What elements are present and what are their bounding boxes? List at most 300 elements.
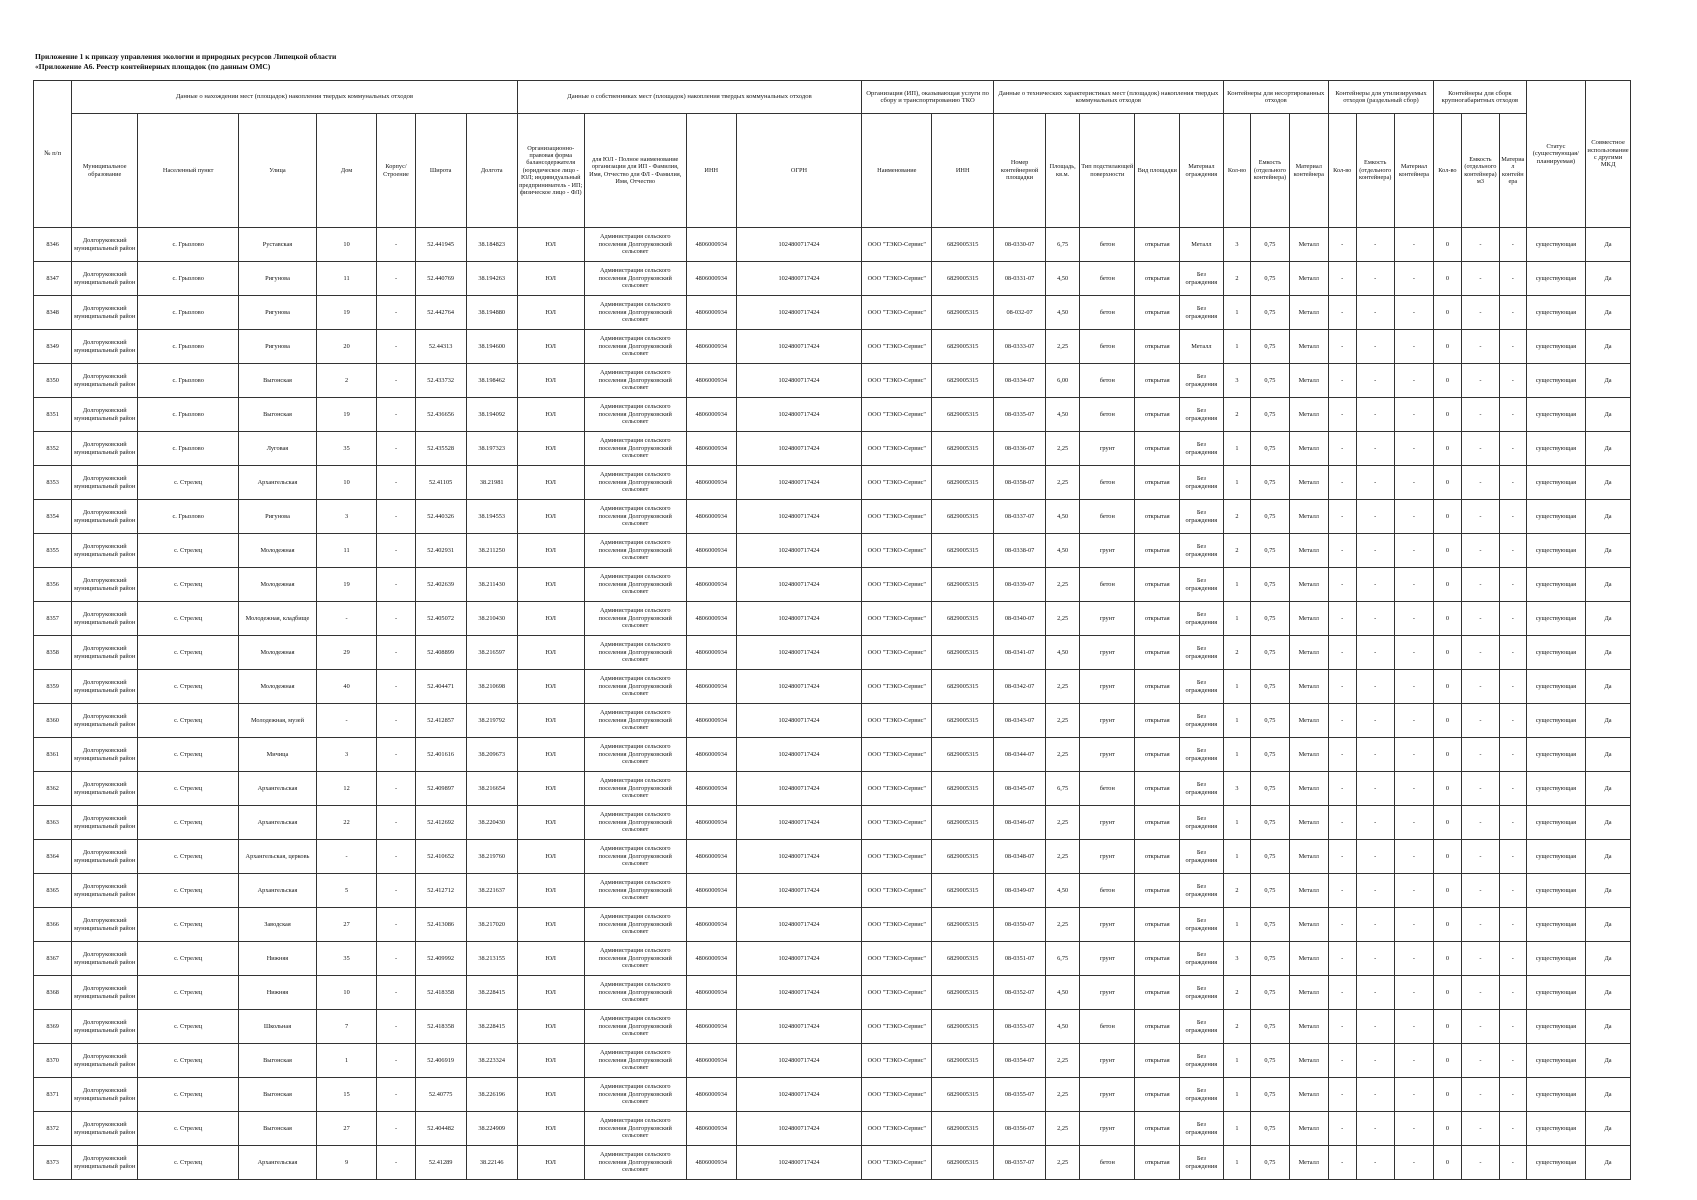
table-cell: - bbox=[1356, 670, 1394, 704]
table-cell: 2,25 bbox=[1046, 568, 1080, 602]
table-cell: 6829005315 bbox=[932, 704, 994, 738]
table-cell: ООО "ТЭКО-Сервис" bbox=[862, 398, 932, 432]
table-cell: ЮЛ bbox=[517, 1112, 584, 1146]
table-cell: 52.435528 bbox=[415, 432, 466, 466]
table-cell: 8367 bbox=[34, 942, 72, 976]
table-cell: Долгоруковский муниципальный район bbox=[72, 1078, 138, 1112]
table-cell: с. Стрелец bbox=[138, 976, 239, 1010]
table-cell: Администрация сельского поселения Долгоруковский сельсовет bbox=[584, 840, 686, 874]
table-cell: 8355 bbox=[34, 534, 72, 568]
table-cell: Без ограждения bbox=[1180, 840, 1224, 874]
table-cell: 6829005315 bbox=[932, 636, 994, 670]
table-row bbox=[34, 704, 1631, 738]
table-cell: с. Стрелец bbox=[138, 670, 239, 704]
table-cell: существующая bbox=[1526, 772, 1586, 806]
table-cell: Да bbox=[1586, 602, 1631, 636]
table-cell: - bbox=[1500, 364, 1527, 398]
table-cell: 38.197323 bbox=[466, 432, 517, 466]
table-cell: 38.194880 bbox=[466, 296, 517, 330]
header-status: Статус (существующая/ планируемая) bbox=[1526, 81, 1586, 228]
table-cell: - bbox=[377, 500, 415, 534]
table-cell: 1 bbox=[1223, 1146, 1251, 1180]
table-cell: с. Стрелец bbox=[138, 602, 239, 636]
table-cell: Администрация сельского поселения Долгоруковский сельсовет bbox=[584, 976, 686, 1010]
table-cell: бетон bbox=[1080, 772, 1135, 806]
header-col: Кол-во bbox=[1434, 114, 1462, 228]
table-cell: - bbox=[1394, 262, 1433, 296]
table-cell: 19 bbox=[316, 568, 377, 602]
table-cell: - bbox=[1500, 704, 1527, 738]
table-cell: - bbox=[377, 1112, 415, 1146]
table-cell: Без ограждения bbox=[1180, 874, 1224, 908]
table-cell: - bbox=[1356, 262, 1394, 296]
table-cell: 6829005315 bbox=[932, 670, 994, 704]
table-cell: 8361 bbox=[34, 738, 72, 772]
table-cell: ЮЛ bbox=[517, 262, 584, 296]
table-cell: 4806000934 bbox=[686, 364, 736, 398]
table-cell: открытая bbox=[1135, 466, 1180, 500]
table-cell: Нижняя bbox=[239, 976, 317, 1010]
table-cell: - bbox=[1328, 772, 1356, 806]
table-cell: 4806000934 bbox=[686, 568, 736, 602]
table-row bbox=[34, 636, 1631, 670]
table-cell: Молодежная, кладбище bbox=[239, 602, 317, 636]
table-cell: ООО "ТЭКО-Сервис" bbox=[862, 840, 932, 874]
table-row bbox=[34, 534, 1631, 568]
table-cell: 0,75 bbox=[1251, 602, 1289, 636]
table-cell: ЮЛ bbox=[517, 840, 584, 874]
table-cell: 1024800717424 bbox=[736, 364, 861, 398]
table-cell: 4806000934 bbox=[686, 398, 736, 432]
table-cell: - bbox=[1356, 568, 1394, 602]
table-cell: - bbox=[1328, 500, 1356, 534]
table-cell: 1 bbox=[1223, 1044, 1251, 1078]
table-cell: Долгоруковский муниципальный район bbox=[72, 296, 138, 330]
table-cell: - bbox=[1461, 1010, 1499, 1044]
table-cell: - bbox=[377, 806, 415, 840]
table-cell: открытая bbox=[1135, 534, 1180, 568]
table-cell: 08-0350-07 bbox=[994, 908, 1046, 942]
table-row bbox=[34, 1044, 1631, 1078]
table-cell: 52.412857 bbox=[415, 704, 466, 738]
table-cell: Да bbox=[1586, 500, 1631, 534]
table-cell: Металл bbox=[1289, 976, 1328, 1010]
table-cell: - bbox=[1356, 772, 1394, 806]
table-cell: - bbox=[1328, 1078, 1356, 1112]
table-cell: 6829005315 bbox=[932, 806, 994, 840]
table-cell: 2 bbox=[1223, 500, 1251, 534]
header-col: Улица bbox=[239, 114, 317, 228]
table-cell: 1024800717424 bbox=[736, 568, 861, 602]
table-cell: ООО "ТЭКО-Сервис" bbox=[862, 1112, 932, 1146]
table-cell: Администрация сельского поселения Долгоруковский сельсовет bbox=[584, 228, 686, 262]
table-cell: с. Стрелец bbox=[138, 1146, 239, 1180]
table-row bbox=[34, 602, 1631, 636]
table-cell: 1024800717424 bbox=[736, 1044, 861, 1078]
table-cell: 2,25 bbox=[1046, 806, 1080, 840]
table-cell: - bbox=[1461, 364, 1499, 398]
table-cell: с. Стрелец bbox=[138, 1112, 239, 1146]
table-cell: - bbox=[1394, 296, 1433, 330]
table-cell: - bbox=[1500, 942, 1527, 976]
table-cell: 08-0331-07 bbox=[994, 262, 1046, 296]
table-row bbox=[34, 874, 1631, 908]
table-cell: - bbox=[1328, 976, 1356, 1010]
table-cell: существующая bbox=[1526, 466, 1586, 500]
table-cell: 08-0349-07 bbox=[994, 874, 1046, 908]
table-cell: 35 bbox=[316, 942, 377, 976]
table-cell: - bbox=[1461, 840, 1499, 874]
table-cell: - bbox=[1328, 1112, 1356, 1146]
table-cell: - bbox=[1394, 1078, 1433, 1112]
table-cell: - bbox=[316, 602, 377, 636]
table-cell: 52.409897 bbox=[415, 772, 466, 806]
table-cell: 6829005315 bbox=[932, 534, 994, 568]
table-cell: 08-0346-07 bbox=[994, 806, 1046, 840]
table-cell: ООО "ТЭКО-Сервис" bbox=[862, 1010, 932, 1044]
table-row bbox=[34, 1146, 1631, 1180]
table-cell: 4,50 bbox=[1046, 874, 1080, 908]
table-cell: 10 bbox=[316, 228, 377, 262]
table-cell: 0 bbox=[1434, 296, 1462, 330]
table-cell: Администрация сельского поселения Долгоруковский сельсовет bbox=[584, 1078, 686, 1112]
table-cell: Без ограждения bbox=[1180, 1078, 1224, 1112]
table-cell: 8346 bbox=[34, 228, 72, 262]
table-cell: - bbox=[1461, 636, 1499, 670]
table-cell: - bbox=[1356, 704, 1394, 738]
table-cell: - bbox=[1394, 908, 1433, 942]
table-cell: 6829005315 bbox=[932, 1078, 994, 1112]
table-cell: - bbox=[377, 262, 415, 296]
table-cell: - bbox=[1394, 1112, 1433, 1146]
table-cell: 0,75 bbox=[1251, 976, 1289, 1010]
header-col: Материал контейнера bbox=[1394, 114, 1433, 228]
table-cell: Выгонская bbox=[239, 1112, 317, 1146]
table-cell: 0 bbox=[1434, 534, 1462, 568]
table-cell: ЮЛ bbox=[517, 636, 584, 670]
table-cell: 6829005315 bbox=[932, 262, 994, 296]
header-col: Материал контейнера bbox=[1289, 114, 1328, 228]
table-cell: Архангельская bbox=[239, 1146, 317, 1180]
table-cell: - bbox=[1356, 534, 1394, 568]
table-cell: ЮЛ bbox=[517, 1044, 584, 1078]
table-cell: 1024800717424 bbox=[736, 942, 861, 976]
table-cell: 6829005315 bbox=[932, 1146, 994, 1180]
table-cell: 52.442764 bbox=[415, 296, 466, 330]
table-cell: существующая bbox=[1526, 874, 1586, 908]
table-cell: 52.402931 bbox=[415, 534, 466, 568]
header-col: Дом bbox=[316, 114, 377, 228]
table-cell: - bbox=[1356, 228, 1394, 262]
table-cell: Долгоруковский муниципальный район bbox=[72, 976, 138, 1010]
table-cell: открытая bbox=[1135, 636, 1180, 670]
table-cell: Да bbox=[1586, 806, 1631, 840]
table-cell: 52.436656 bbox=[415, 398, 466, 432]
table-row bbox=[34, 568, 1631, 602]
table-cell: 52.404471 bbox=[415, 670, 466, 704]
table-cell: - bbox=[377, 942, 415, 976]
table-cell: 8373 bbox=[34, 1146, 72, 1180]
table-cell: - bbox=[1328, 738, 1356, 772]
table-cell: - bbox=[316, 704, 377, 738]
table-cell: - bbox=[1394, 1044, 1433, 1078]
table-cell: 3 bbox=[1223, 942, 1251, 976]
table-cell: 27 bbox=[316, 908, 377, 942]
table-cell: 8349 bbox=[34, 330, 72, 364]
table-cell: 6829005315 bbox=[932, 398, 994, 432]
table-row bbox=[34, 772, 1631, 806]
table-cell: ЮЛ bbox=[517, 432, 584, 466]
table-cell: 08-0343-07 bbox=[994, 704, 1046, 738]
table-cell: 0 bbox=[1434, 670, 1462, 704]
table-cell: Без ограждения bbox=[1180, 398, 1224, 432]
table-cell: 0,75 bbox=[1251, 1044, 1289, 1078]
table-cell: открытая bbox=[1135, 738, 1180, 772]
table-cell: бетон bbox=[1080, 568, 1135, 602]
table-cell: - bbox=[1394, 738, 1433, 772]
table-cell: с. Грызлово bbox=[138, 432, 239, 466]
table-cell: ЮЛ bbox=[517, 942, 584, 976]
table-cell: Луговая bbox=[239, 432, 317, 466]
table-cell: с. Стрелец bbox=[138, 840, 239, 874]
table-cell: 4,50 bbox=[1046, 500, 1080, 534]
table-cell: с. Стрелец bbox=[138, 908, 239, 942]
table-cell: ЮЛ bbox=[517, 1078, 584, 1112]
table-cell: 4806000934 bbox=[686, 534, 736, 568]
table-cell: - bbox=[1356, 330, 1394, 364]
table-cell: 0,75 bbox=[1251, 432, 1289, 466]
table-cell: - bbox=[1500, 398, 1527, 432]
table-cell: 0,75 bbox=[1251, 228, 1289, 262]
table-cell: Да bbox=[1586, 1112, 1631, 1146]
table-cell: - bbox=[377, 602, 415, 636]
table-cell: Металл bbox=[1289, 942, 1328, 976]
table-cell: Да bbox=[1586, 840, 1631, 874]
table-cell: с. Стрелец bbox=[138, 942, 239, 976]
table-cell: - bbox=[1328, 568, 1356, 602]
table-cell: Администрация сельского поселения Долгоруковский сельсовет bbox=[584, 1010, 686, 1044]
table-cell: 1 bbox=[1223, 806, 1251, 840]
table-cell: 4806000934 bbox=[686, 500, 736, 534]
table-cell: 11 bbox=[316, 262, 377, 296]
table-cell: 6829005315 bbox=[932, 738, 994, 772]
table-cell: 0 bbox=[1434, 1010, 1462, 1044]
table-cell: 38.217020 bbox=[466, 908, 517, 942]
table-cell: 2 bbox=[1223, 636, 1251, 670]
table-cell: с. Стрелец bbox=[138, 466, 239, 500]
table-cell: 0 bbox=[1434, 330, 1462, 364]
table-cell: существующая bbox=[1526, 398, 1586, 432]
table-cell: - bbox=[1500, 772, 1527, 806]
table-cell: 4806000934 bbox=[686, 738, 736, 772]
table-cell: - bbox=[1394, 636, 1433, 670]
table-cell: Администрация сельского поселения Долгоруковский сельсовет bbox=[584, 534, 686, 568]
table-cell: 8362 bbox=[34, 772, 72, 806]
table-cell: - bbox=[1328, 1044, 1356, 1078]
table-cell: Руставская bbox=[239, 228, 317, 262]
table-cell: 3 bbox=[1223, 772, 1251, 806]
table-cell: Администрация сельского поселения Долгоруковский сельсовет bbox=[584, 1146, 686, 1180]
table-cell: 8368 bbox=[34, 976, 72, 1010]
table-cell: 52.433732 bbox=[415, 364, 466, 398]
header-group-bulky: Контейнеры для сборк крупногабаритных отходов bbox=[1434, 81, 1526, 114]
table-row bbox=[34, 908, 1631, 942]
table-cell: 0,75 bbox=[1251, 1010, 1289, 1044]
table-cell: 38.22146 bbox=[466, 1146, 517, 1180]
table-cell: 2 bbox=[1223, 976, 1251, 1010]
table-cell: с. Стрелец bbox=[138, 1010, 239, 1044]
table-cell: Долгоруковский муниципальный район bbox=[72, 636, 138, 670]
table-cell: 6829005315 bbox=[932, 1112, 994, 1146]
table-cell: 0,75 bbox=[1251, 262, 1289, 296]
table-cell: - bbox=[1356, 1010, 1394, 1044]
table-cell: - bbox=[1394, 874, 1433, 908]
table-cell: Долгоруковский муниципальный район bbox=[72, 398, 138, 432]
table-cell: - bbox=[1328, 364, 1356, 398]
table-cell: - bbox=[1328, 806, 1356, 840]
table-cell: с. Стрелец bbox=[138, 568, 239, 602]
table-cell: 38.194553 bbox=[466, 500, 517, 534]
table-cell: - bbox=[1356, 908, 1394, 942]
table-cell: - bbox=[1500, 1010, 1527, 1044]
table-cell: 40 bbox=[316, 670, 377, 704]
table-cell: 8357 bbox=[34, 602, 72, 636]
table-cell: ЮЛ bbox=[517, 228, 584, 262]
table-cell: 4,50 bbox=[1046, 398, 1080, 432]
header-col: ИНН bbox=[932, 114, 994, 228]
table-cell: Долгоруковский муниципальный район bbox=[72, 772, 138, 806]
table-cell: открытая bbox=[1135, 296, 1180, 330]
table-cell: Выгонская bbox=[239, 398, 317, 432]
table-cell: 6,00 bbox=[1046, 364, 1080, 398]
table-cell: существующая bbox=[1526, 704, 1586, 738]
table-cell: 6,75 bbox=[1046, 228, 1080, 262]
table-cell: Ригунова bbox=[239, 296, 317, 330]
table-cell: ЮЛ bbox=[517, 534, 584, 568]
header-row-columns bbox=[34, 114, 1631, 228]
table-cell: открытая bbox=[1135, 364, 1180, 398]
table-cell: - bbox=[1356, 806, 1394, 840]
table-cell: 08-0356-07 bbox=[994, 1112, 1046, 1146]
table-cell: 52.40775 bbox=[415, 1078, 466, 1112]
table-cell: 0 bbox=[1434, 500, 1462, 534]
caption-line-1: Приложение 1 к приказу управления экологии и природных ресурсов Липецкой области bbox=[35, 52, 337, 61]
table-row bbox=[34, 1010, 1631, 1044]
table-cell: Металл bbox=[1289, 500, 1328, 534]
table-cell: - bbox=[1461, 1112, 1499, 1146]
table-cell: Архангельская bbox=[239, 466, 317, 500]
table-cell: Металл bbox=[1289, 1078, 1328, 1112]
table-cell: Администрация сельского поселения Долгоруковский сельсовет bbox=[584, 500, 686, 534]
table-cell: 4806000934 bbox=[686, 908, 736, 942]
table-cell: с. Грызлово bbox=[138, 500, 239, 534]
table-cell: Администрация сельского поселения Долгоруковский сельсовет bbox=[584, 806, 686, 840]
table-cell: 4806000934 bbox=[686, 840, 736, 874]
table-cell: 8372 bbox=[34, 1112, 72, 1146]
table-cell: существующая bbox=[1526, 636, 1586, 670]
table-cell: бетон bbox=[1080, 1146, 1135, 1180]
table-cell: - bbox=[1356, 364, 1394, 398]
table-cell: Да bbox=[1586, 466, 1631, 500]
table-cell: 20 bbox=[316, 330, 377, 364]
table-cell: - bbox=[1500, 602, 1527, 636]
table-cell: 1 bbox=[1223, 840, 1251, 874]
table-cell: с. Грызлово bbox=[138, 228, 239, 262]
table-cell: Нижняя bbox=[239, 942, 317, 976]
table-cell: 3 bbox=[316, 738, 377, 772]
table-cell: 1024800717424 bbox=[736, 772, 861, 806]
table-cell: 08-0351-07 bbox=[994, 942, 1046, 976]
table-cell: Ригунова bbox=[239, 330, 317, 364]
table-cell: существующая bbox=[1526, 670, 1586, 704]
table-cell: Металл bbox=[1289, 1146, 1328, 1180]
table-cell: открытая bbox=[1135, 772, 1180, 806]
table-cell: - bbox=[1461, 500, 1499, 534]
table-cell: Металл bbox=[1289, 296, 1328, 330]
table-cell: Металл bbox=[1289, 772, 1328, 806]
table-cell: - bbox=[1500, 670, 1527, 704]
table-cell: 0,75 bbox=[1251, 670, 1289, 704]
table-cell: Да bbox=[1586, 636, 1631, 670]
table-cell: 4806000934 bbox=[686, 942, 736, 976]
table-cell: 0 bbox=[1434, 1146, 1462, 1180]
table-cell: Да bbox=[1586, 1010, 1631, 1044]
table-cell: 2,25 bbox=[1046, 840, 1080, 874]
table-cell: существующая bbox=[1526, 1044, 1586, 1078]
table-cell: Металл bbox=[1289, 704, 1328, 738]
table-cell: 0 bbox=[1434, 432, 1462, 466]
table-cell: 1024800717424 bbox=[736, 1078, 861, 1112]
table-cell: - bbox=[1328, 432, 1356, 466]
table-cell: - bbox=[1500, 976, 1527, 1010]
table-cell: Да bbox=[1586, 1078, 1631, 1112]
table-cell: Долгоруковский муниципальный район bbox=[72, 228, 138, 262]
table-cell: - bbox=[377, 636, 415, 670]
table-cell: 52.440326 bbox=[415, 500, 466, 534]
table-cell: 2,25 bbox=[1046, 1146, 1080, 1180]
table-cell: - bbox=[1461, 398, 1499, 432]
table-cell: Без ограждения bbox=[1180, 432, 1224, 466]
table-cell: бетон bbox=[1080, 466, 1135, 500]
table-cell: открытая bbox=[1135, 262, 1180, 296]
table-cell: 6829005315 bbox=[932, 228, 994, 262]
table-cell: 52.44313 bbox=[415, 330, 466, 364]
table-row bbox=[34, 364, 1631, 398]
table-cell: 6829005315 bbox=[932, 466, 994, 500]
table-cell: Металл bbox=[1289, 262, 1328, 296]
table-cell: Без ограждения bbox=[1180, 772, 1224, 806]
table-cell: 1 bbox=[1223, 602, 1251, 636]
table-cell: Без ограждения bbox=[1180, 806, 1224, 840]
table-cell: Администрация сельского поселения Долгоруковский сельсовет bbox=[584, 432, 686, 466]
table-cell: ЮЛ bbox=[517, 466, 584, 500]
table-cell: 0 bbox=[1434, 466, 1462, 500]
table-cell: Металл bbox=[1289, 228, 1328, 262]
table-cell: 1024800717424 bbox=[736, 262, 861, 296]
table-cell: 0 bbox=[1434, 602, 1462, 636]
table-cell: 1024800717424 bbox=[736, 738, 861, 772]
table-cell: ЮЛ bbox=[517, 670, 584, 704]
table-cell: Долгоруковский муниципальный район bbox=[72, 942, 138, 976]
table-cell: - bbox=[1356, 738, 1394, 772]
table-cell: Без ограждения bbox=[1180, 262, 1224, 296]
table-cell: 0,75 bbox=[1251, 636, 1289, 670]
table-cell: 38.184823 bbox=[466, 228, 517, 262]
table-cell: грунт bbox=[1080, 432, 1135, 466]
table-cell: 4806000934 bbox=[686, 1044, 736, 1078]
table-cell: 8366 bbox=[34, 908, 72, 942]
table-row bbox=[34, 500, 1631, 534]
